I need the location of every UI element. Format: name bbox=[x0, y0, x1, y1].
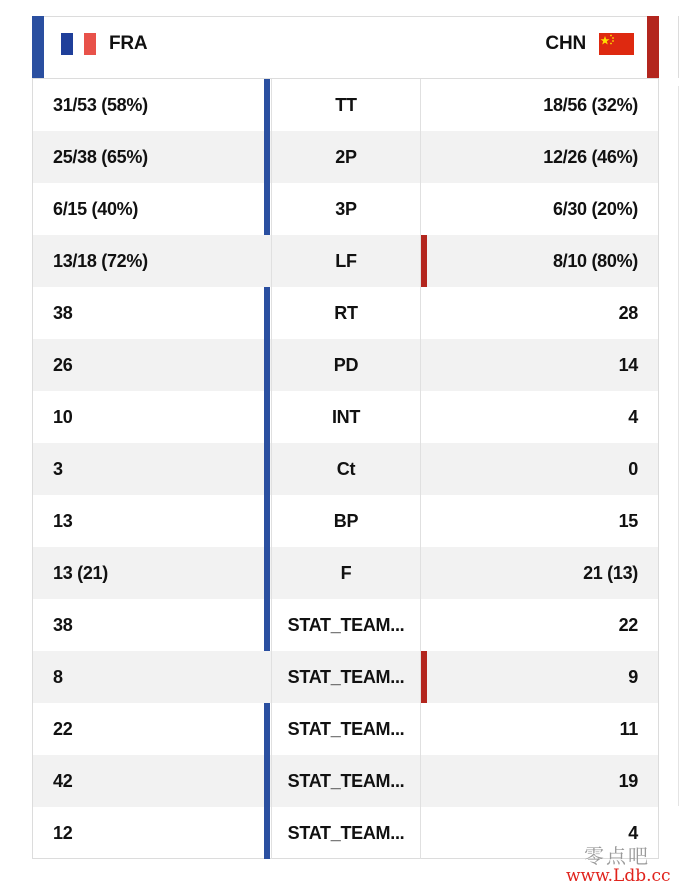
stat-label: INT bbox=[271, 391, 421, 443]
left-team-value: 10 bbox=[53, 407, 73, 427]
left-leader-indicator bbox=[264, 443, 270, 495]
stat-label: PD bbox=[271, 339, 421, 391]
table-row bbox=[33, 495, 658, 547]
right-team-color-bar bbox=[647, 16, 659, 78]
watermark bbox=[566, 840, 686, 886]
table-row bbox=[33, 599, 658, 651]
right-team-value: 11 bbox=[619, 719, 638, 739]
left-leader-indicator bbox=[264, 183, 270, 235]
china-flag-icon bbox=[599, 33, 634, 55]
table-row bbox=[33, 443, 658, 495]
left-team-value: 13 bbox=[53, 511, 73, 531]
table-row bbox=[33, 703, 658, 755]
stat-label: RT bbox=[271, 287, 421, 339]
stat-label: STAT_TEAM... bbox=[271, 755, 421, 807]
team-stats-table bbox=[32, 16, 659, 859]
table-row bbox=[33, 131, 658, 183]
right-team-value: 8/10 (80%) bbox=[552, 251, 638, 271]
right-leader-indicator bbox=[421, 235, 427, 287]
table-row bbox=[33, 651, 658, 703]
left-leader-indicator bbox=[264, 807, 270, 859]
adjacent-panel-edge bbox=[678, 16, 679, 78]
stat-label: 2P bbox=[271, 131, 421, 183]
table-row bbox=[33, 807, 658, 859]
right-team-value: 0 bbox=[628, 459, 638, 479]
left-team-value: 38 bbox=[53, 615, 73, 635]
stat-label: BP bbox=[271, 495, 421, 547]
france-flag-icon bbox=[61, 33, 96, 55]
right-team-value: 12/26 (46%) bbox=[543, 147, 638, 167]
table-row bbox=[33, 339, 658, 391]
left-team-value: 13/18 (72%) bbox=[53, 251, 148, 271]
stat-label: LF bbox=[271, 235, 421, 287]
table-header bbox=[33, 17, 658, 79]
left-team-value: 12 bbox=[53, 823, 73, 843]
left-team-value: 6/15 (40%) bbox=[53, 199, 139, 219]
left-leader-indicator bbox=[264, 79, 270, 131]
left-leader-indicator bbox=[264, 391, 270, 443]
stat-label: F bbox=[271, 547, 421, 599]
left-leader-indicator bbox=[264, 755, 270, 807]
right-team-value: 6/30 (20%) bbox=[552, 199, 638, 219]
right-team-value: 4 bbox=[628, 407, 638, 427]
watermark-chinese: 零点吧 bbox=[584, 844, 650, 868]
table-row bbox=[33, 547, 658, 599]
stat-label: STAT_TEAM... bbox=[271, 703, 421, 755]
left-leader-indicator bbox=[264, 131, 270, 183]
stat-rows bbox=[33, 79, 658, 859]
right-team-value: 22 bbox=[618, 615, 638, 635]
table-row bbox=[33, 183, 658, 235]
stat-label: STAT_TEAM... bbox=[271, 651, 421, 703]
stat-label: STAT_TEAM... bbox=[271, 807, 421, 859]
right-team-code: CHN bbox=[545, 33, 586, 54]
right-team-value: 21 (13) bbox=[583, 563, 638, 583]
watermark-url: www.Ldb.cc bbox=[566, 866, 671, 886]
left-team-value: 13 (21) bbox=[53, 563, 108, 583]
right-team-value: 28 bbox=[618, 303, 638, 323]
left-team-value: 25/38 (65%) bbox=[53, 147, 148, 167]
left-team-value: 38 bbox=[53, 303, 73, 323]
table-row bbox=[33, 391, 658, 443]
left-team-code: FRA bbox=[109, 33, 148, 54]
right-team-value: 14 bbox=[618, 355, 638, 375]
left-team-color-bar bbox=[32, 16, 44, 78]
adjacent-panel-edge bbox=[678, 86, 679, 806]
left-team-value: 42 bbox=[53, 771, 73, 791]
left-leader-indicator bbox=[264, 599, 270, 651]
left-team-value: 31/53 (58%) bbox=[53, 95, 148, 115]
left-leader-indicator bbox=[264, 703, 270, 755]
left-team-value: 26 bbox=[53, 355, 73, 375]
right-team-value: 15 bbox=[618, 511, 638, 531]
left-team-value: 3 bbox=[53, 459, 63, 479]
table-row bbox=[33, 755, 658, 807]
left-leader-indicator bbox=[264, 339, 270, 391]
stat-label: TT bbox=[271, 79, 421, 131]
left-team-value: 22 bbox=[53, 719, 73, 739]
right-leader-indicator bbox=[421, 651, 427, 703]
stat-label: STAT_TEAM... bbox=[271, 599, 421, 651]
left-leader-indicator bbox=[264, 287, 270, 339]
right-team-value: 19 bbox=[618, 771, 638, 791]
stat-label: 3P bbox=[271, 183, 421, 235]
left-team-value: 8 bbox=[53, 667, 63, 687]
right-team-value: 18/56 (32%) bbox=[543, 95, 638, 115]
left-leader-indicator bbox=[264, 495, 270, 547]
stat-label: Ct bbox=[271, 443, 421, 495]
right-team-value: 4 bbox=[628, 823, 638, 843]
right-team-value: 9 bbox=[628, 667, 638, 687]
table-row bbox=[33, 79, 658, 131]
table-row bbox=[33, 235, 658, 287]
left-leader-indicator bbox=[264, 547, 270, 599]
table-row bbox=[33, 287, 658, 339]
